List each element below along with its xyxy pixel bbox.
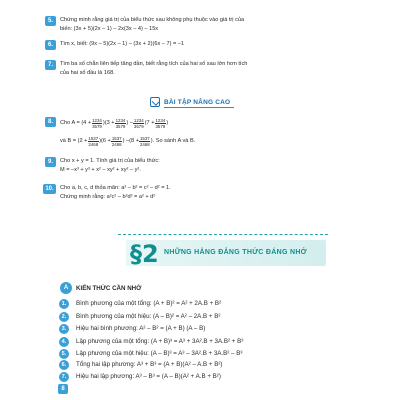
text: Cho A = — [60, 119, 80, 126]
formula-number: 1. — [59, 299, 69, 309]
formula-item — [61, 338, 244, 345]
numerator: 1234 — [92, 117, 102, 123]
text: . So sánh A và B. — [152, 137, 196, 144]
text: ) — [166, 119, 169, 126]
formula-text: Hiệu hai bình phương: A² – B² = (A + B) (A – B) — [76, 325, 206, 332]
text: ) — [122, 137, 125, 144]
formula-item — [61, 300, 222, 307]
banner-title: NHỮNG HẰNG ĐẲNG THỨC ĐÁNG NHỚ — [164, 249, 307, 256]
formula-text: Lập phương của một tổng: (A + B)³ = A³ + 3A².B + 3A.B² + B³ — [76, 338, 244, 345]
formula-number: 6. — [59, 360, 69, 370]
exercise-6 — [47, 40, 350, 49]
exercise-text: Chứng minh rằng: a²c² – b²d² = a² + d² — [60, 193, 156, 200]
denominator: 3579 — [133, 123, 144, 129]
formula-a — [60, 114, 350, 132]
formula-item — [61, 325, 206, 332]
fraction — [92, 118, 103, 129]
exercise-text: Cho x + y = 1. Tính giá trị của biểu thức: — [60, 158, 160, 164]
exercise-text: của hai số đầu là 168. — [60, 69, 115, 76]
exercise-7 — [47, 60, 350, 77]
formula-item — [61, 313, 221, 320]
exercise-number: 10. — [43, 184, 56, 194]
exercise-text: Chứng minh rằng giá trị của biểu thức sau không phụ thuộc vào giá trị của — [60, 17, 245, 23]
fraction — [111, 136, 122, 147]
knowledge-title: KIẾN THỨC CẦN NHỚ — [76, 284, 142, 292]
denominator: 3579 — [92, 123, 102, 129]
formula-text: Tổng hai lập phương: A³ + B³ = (A + B)(A² – A.B + B²) — [76, 361, 223, 368]
knowledge-header — [60, 282, 141, 294]
denominator: 3579 — [115, 123, 126, 129]
formula-text: Bình phương của một tổng: (A + B)² = A² + 2A.B + B² — [76, 300, 222, 307]
denominator: 2468 — [111, 141, 122, 147]
numerator: 1234 — [155, 117, 166, 123]
text: (6 + — [101, 137, 111, 144]
formula-item — [61, 361, 223, 368]
formula-number: 5. — [59, 349, 69, 359]
denominator: 3579 — [155, 123, 166, 129]
text: (7 + — [144, 119, 155, 126]
exercise-number: 8. — [45, 117, 56, 127]
exercise-8 — [47, 114, 350, 150]
exercise-number: 7. — [45, 60, 56, 70]
formula-item — [61, 373, 221, 380]
denominator: 2468 — [139, 141, 150, 147]
formula-number: 4. — [59, 337, 69, 347]
fraction — [115, 117, 129, 129]
text: (3 + — [104, 119, 115, 126]
exercise-text: M = –x³ + y³ + x² – xy² + xy² – y². — [60, 166, 141, 173]
fraction — [88, 135, 102, 147]
numerator: 1234 — [115, 117, 126, 123]
text: ) — [150, 137, 153, 144]
text: – — [129, 119, 133, 126]
formula-text: Bình phương của một hiệu: (A – B)² = A² – 2A.B + B² — [76, 313, 221, 320]
exercise-text: Tìm x, biết: (9x – 5)(2x – 1) – (3x + 2)(6x – 7) = –1 — [60, 41, 185, 47]
exercise-number: 9. — [45, 157, 56, 167]
exercise-9 — [47, 157, 350, 174]
formula-b — [60, 132, 350, 150]
formula-number: 7. — [59, 372, 69, 382]
exercise-number: 5. — [45, 16, 56, 26]
fraction — [155, 117, 169, 129]
exercise-10 — [45, 184, 350, 201]
exercise-5 — [47, 16, 350, 33]
text: ) — [99, 137, 102, 144]
formula-number: 3. — [59, 324, 69, 334]
exercise-text: Tìm ba số chẵn liên tiếp tăng dần, biết rằng tích của hai số sau lớn hơn tích — [60, 61, 248, 67]
exercise-text: biến: (3x + 5)(2x – 1) – 2x(3x – 4) – 15x — [60, 25, 159, 32]
heading-underline — [164, 107, 234, 108]
text: và B = — [60, 137, 77, 144]
dashed-divider — [118, 234, 328, 235]
numerator: 1234 — [133, 117, 144, 123]
text: (8 + — [129, 137, 139, 144]
fraction — [133, 118, 144, 129]
exercise-number: 6. — [45, 40, 56, 50]
text: (2 + — [77, 137, 88, 144]
exercise-text: Cho a, b, c, d thỏa mãn: a² – b² = c² – d² = 1. — [60, 185, 171, 191]
page-number: 8 — [58, 384, 68, 394]
text: (4 + — [81, 119, 92, 126]
text: ) — [126, 119, 129, 126]
section-heading: BÀI TẬP NÂNG CAO — [164, 98, 231, 106]
denominator: 2468 — [88, 141, 99, 147]
section-symbol: §2 — [130, 240, 159, 268]
section-badge: A — [60, 282, 72, 294]
numerator: 1537 — [111, 135, 122, 141]
text: ) — [102, 119, 105, 126]
formula-item — [61, 350, 243, 357]
text: – — [126, 137, 130, 144]
formula-text: Hiệu hai lập phương: A³ – B³ = (A – B)(A² + A.B + B²) — [76, 373, 221, 380]
formula-text: Lập phương của một hiệu: (A – B)³ = A³ – 3A².B + 3A.B² – B³ — [76, 350, 243, 357]
advanced-section-title — [150, 95, 230, 109]
formula-number: 2. — [59, 312, 69, 322]
numerator: 1537 — [139, 135, 150, 141]
numerator: 1537 — [88, 135, 99, 141]
section-banner — [118, 240, 328, 268]
checkbox-icon — [150, 97, 160, 107]
fraction — [139, 136, 150, 147]
